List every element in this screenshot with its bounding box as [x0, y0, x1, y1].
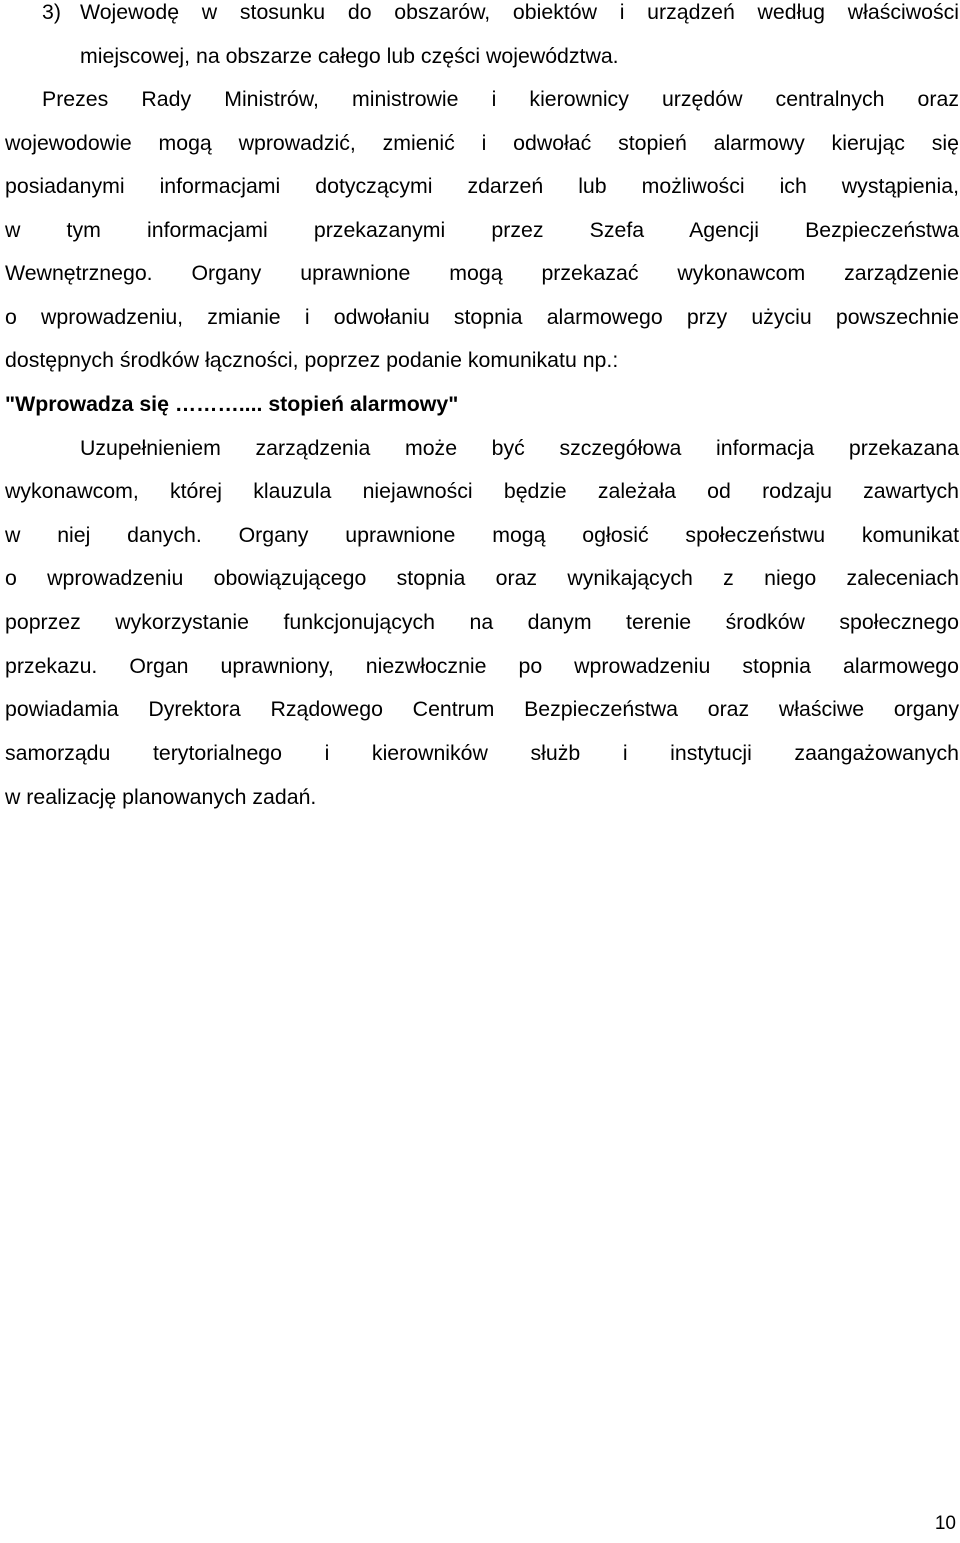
list-item-number: 3): [42, 0, 61, 24]
paragraph-line: Prezes Rady Ministrów, ministrowie i kierownicy urzędów centralnych oraz: [42, 87, 959, 111]
paragraph-line: w niej danych. Organy uprawnione mogą ogłosić społeczeństwu komunikat: [5, 523, 959, 547]
paragraph-line: w tym informacjami przekazanymi przez Szefa Agencji Bezpieczeństwa: [5, 218, 959, 242]
paragraph-line: przekazu. Organ uprawniony, niezwłocznie po wprowadzeniu stopnia alarmowego: [5, 654, 959, 678]
paragraph-line: w realizację planowanych zadań.: [5, 785, 317, 809]
paragraph-line: Wewnętrznego. Organy uprawnione mogą przekazać wykonawcom zarządzenie: [5, 261, 959, 285]
paragraph-line: dostępnych środków łączności, poprzez podanie komunikatu np.:: [5, 348, 619, 372]
page-number: 10: [934, 1513, 956, 1534]
paragraph-line: poprzez wykorzystanie funkcjonujących na danym terenie środków społecznego: [5, 610, 959, 634]
paragraph-line: o wprowadzeniu, zmianie i odwołaniu stopnia alarmowego przy użyciu powszechnie: [5, 305, 959, 329]
paragraph-line: samorządu terytorialnego i kierowników służb i instytucji zaangażowanych: [5, 741, 959, 765]
paragraph-line: posiadanymi informacjami dotyczącymi zdarzeń lub możliwości ich wystąpienia,: [5, 174, 959, 198]
list-item-text-line: Wojewodę w stosunku do obszarów, obiektów i urządzeń według właściwości: [80, 0, 959, 24]
paragraph-line: wojewodowie mogą wprowadzić, zmienić i odwołać stopień alarmowy kierując się: [5, 131, 959, 155]
paragraph-line: o wprowadzeniu obowiązującego stopnia oraz wynikających z niego zaleceniach: [5, 566, 959, 590]
paragraph-line: Uzupełnieniem zarządzenia może być szczegółowa informacja przekazana: [80, 436, 959, 460]
announcement-example: "Wprowadza się ……….... stopień alarmowy": [5, 392, 459, 416]
paragraph-line: wykonawcom, której klauzula niejawności będzie zależała od rodzaju zawartych: [5, 479, 959, 503]
list-item-text-line: miejscowej, na obszarze całego lub części województwa.: [80, 44, 619, 68]
paragraph-line: powiadamia Dyrektora Rządowego Centrum Bezpieczeństwa oraz właściwe organy: [5, 697, 959, 721]
